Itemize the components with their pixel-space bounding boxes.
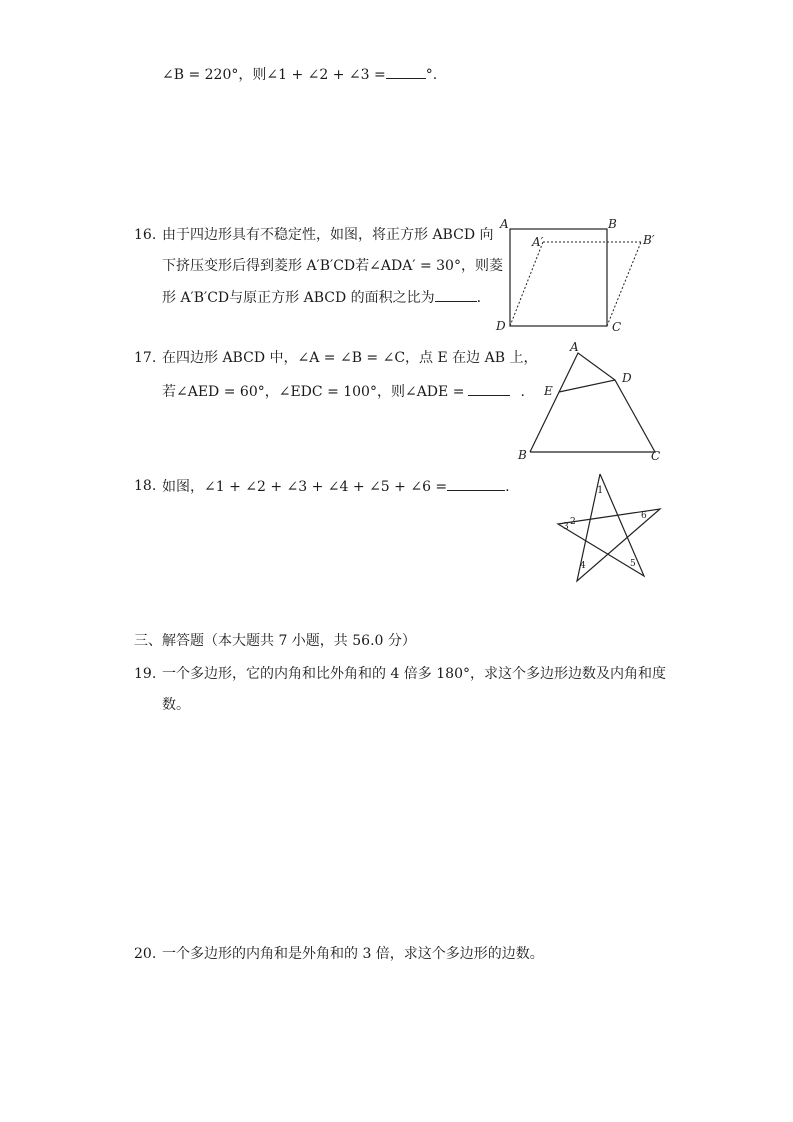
label-b: B bbox=[518, 448, 527, 462]
q17-line-1: 在四边形 ABCD 中，∠A = ∠B = ∠C，点 E 在边 AB 上， bbox=[162, 350, 538, 366]
q18-figure bbox=[550, 468, 665, 586]
q17-text: 若∠AED = 60°，∠EDC = 100°，则∠ADE = bbox=[162, 384, 465, 400]
quadrilateral-abcd bbox=[530, 353, 655, 452]
label-d: D bbox=[496, 319, 506, 333]
q17-text-end: . bbox=[520, 384, 525, 400]
segment-ed bbox=[559, 380, 615, 392]
q16-text-end: . bbox=[476, 290, 482, 306]
q18-number: 18. bbox=[134, 478, 157, 494]
star-lines bbox=[558, 474, 660, 581]
q16-line-2: 下挤压变形后得到菱形 A′B′CD若∠ADA′ = 30°，则菱 bbox=[162, 258, 503, 274]
q20-number: 20. bbox=[134, 946, 157, 962]
q15-answer-blank[interactable] bbox=[386, 64, 426, 79]
label-a-prime: A′ bbox=[532, 235, 544, 249]
q16-number: 16. bbox=[134, 227, 157, 243]
section-3-heading: 三、解答题（本大题共 7 小题，共 56.0 分） bbox=[134, 633, 416, 649]
q16-line-1: 由于四边形具有不稳定性，如图，将正方形 ABCD 向 bbox=[162, 227, 494, 243]
label-c: C bbox=[612, 320, 622, 334]
label-c: C bbox=[651, 449, 661, 463]
q15-continuation bbox=[162, 64, 437, 85]
q16-answer-blank[interactable] bbox=[435, 287, 477, 302]
q17-answer-blank[interactable] bbox=[468, 381, 510, 396]
q19-line-2: 数。 bbox=[162, 697, 190, 713]
q18-answer-blank[interactable] bbox=[447, 476, 505, 491]
label-e: E bbox=[544, 384, 553, 398]
q16-line-3 bbox=[162, 287, 481, 308]
q17-figure bbox=[515, 340, 670, 465]
label-a: A bbox=[500, 217, 509, 231]
label-a: A bbox=[570, 340, 579, 354]
q17-line-2 bbox=[162, 381, 525, 402]
q16-figure bbox=[495, 214, 665, 336]
angle-4: 4 bbox=[580, 561, 586, 571]
q18-line-1 bbox=[162, 476, 510, 497]
q18-text: 如图，∠1 + ∠2 + ∠3 + ∠4 + ∠5 + ∠6 = bbox=[162, 479, 448, 495]
angle-3: 3 bbox=[563, 522, 569, 532]
q17-number: 17. bbox=[134, 350, 157, 366]
rhombus-right-edge bbox=[607, 242, 641, 326]
label-d: D bbox=[622, 371, 632, 385]
angle-5: 5 bbox=[630, 559, 636, 569]
q15-text: ∠B = 220°，则∠1 + ∠2 + ∠3 = bbox=[162, 67, 386, 83]
angle-1: 1 bbox=[597, 485, 604, 496]
rhombus-left-edge bbox=[510, 242, 543, 326]
q19-number: 19. bbox=[134, 666, 157, 682]
q19-line-1: 一个多边形，它的内角和比外角和的 4 倍多 180°，求这个多边形边数及内角和度 bbox=[162, 666, 666, 682]
square-abcd bbox=[510, 229, 607, 326]
q16-text: 形 A′B′CD与原正方形 ABCD 的面积之比为 bbox=[162, 290, 435, 306]
q15-text-end: °. bbox=[425, 67, 438, 83]
angle-2: 2 bbox=[570, 517, 576, 527]
angle-6: 6 bbox=[641, 511, 647, 521]
label-b: B bbox=[608, 217, 617, 231]
q20-line-1: 一个多边形的内角和是外角和的 3 倍，求这个多边形的边数。 bbox=[162, 946, 544, 962]
label-b-prime: B′ bbox=[643, 233, 655, 247]
q18-text-end: . bbox=[505, 479, 510, 495]
